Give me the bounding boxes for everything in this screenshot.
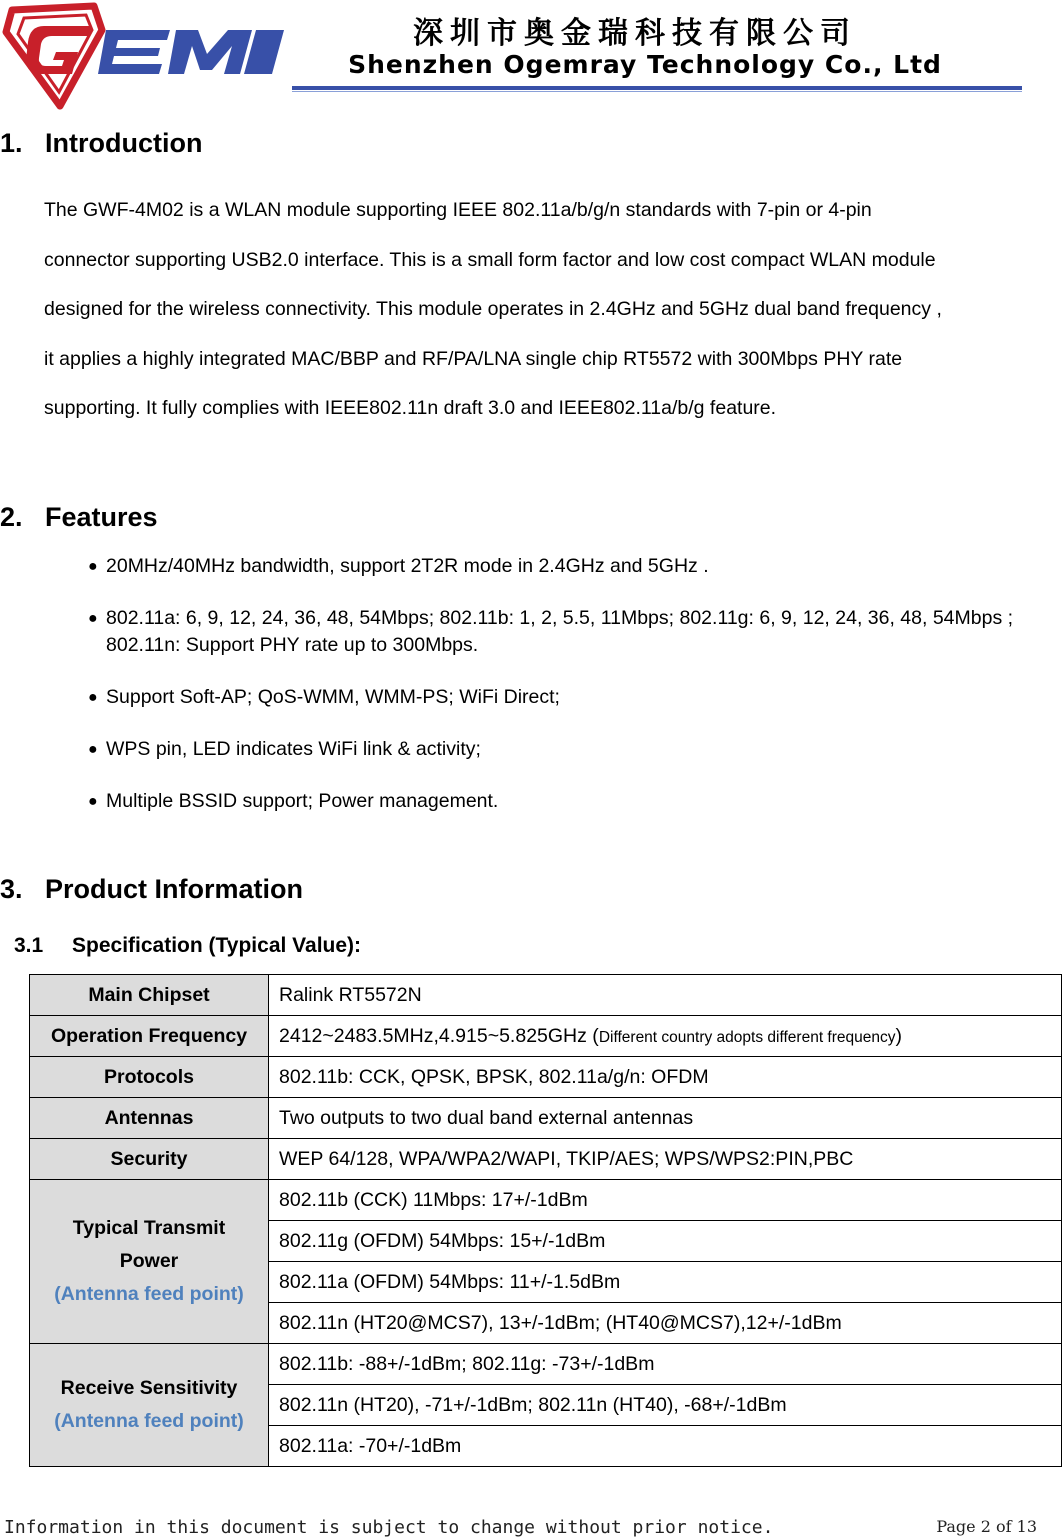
- table-row: [30, 1180, 1062, 1221]
- row-value: [269, 1016, 1062, 1057]
- row-value: WEP 64/128, WPA/WPA2/WAPI, TKIP/AES; WPS/WPS2:PIN,PBC: [269, 1139, 1062, 1180]
- bullet-icon: ●: [88, 793, 98, 810]
- specification-table: [29, 974, 1062, 1467]
- label-line: Typical Transmit: [72, 1217, 226, 1239]
- row-label: Protocols: [30, 1057, 269, 1098]
- list-item: [88, 684, 1048, 711]
- row-value: 802.11a: -70+/-1dBm: [269, 1426, 1062, 1467]
- paragraph-line: designed for the wireless connectivity. This module operates in 2.4GHz and 5GHz dual band frequency ,: [44, 298, 942, 320]
- frequency-close: ): [895, 1024, 902, 1047]
- row-label: Main Chipset: [30, 975, 269, 1016]
- bullet-icon: ●: [88, 610, 98, 627]
- table-row: [30, 1344, 1062, 1385]
- section-title: Product Information: [45, 874, 303, 904]
- row-value: 802.11g (OFDM) 54Mbps: 15+/-1dBm: [269, 1221, 1062, 1262]
- page-footer: [4, 1517, 1059, 1538]
- section-features-heading: [0, 502, 400, 536]
- paragraph-line: The GWF-4M02 is a WLAN module supporting IEEE 802.11a/b/g/n standards with 7-pin or 4-pin: [44, 199, 872, 221]
- page-header: [0, 0, 1063, 110]
- paragraph-line: it applies a highly integrated MAC/BBP and RF/PA/LNA single chip RT5572 with 300Mbps PHY rate: [44, 347, 903, 370]
- list-item-text: 20MHz/40MHz bandwidth, support 2T2R mode in 2.4GHz and 5GHz .: [106, 555, 709, 577]
- list-item: [88, 788, 1048, 815]
- row-label: Antennas: [30, 1098, 269, 1139]
- introduction-paragraph: [44, 186, 1054, 434]
- list-item-text: 802.11a: 6, 9, 12, 24, 36, 48, 54Mbps; 802.11b: 1, 2, 5.5, 11Mbps; 802.11g: 6, 9, 12, 24, 36, 48, 54Mbps ; 802.11n: Support PHY rate up to 300Mbps.: [106, 607, 1014, 656]
- section-title: Introduction: [45, 128, 203, 158]
- label-line: Power: [119, 1250, 179, 1272]
- row-value: Two outputs to two dual band external antennas: [269, 1098, 1062, 1139]
- features-list: [88, 553, 1048, 840]
- paragraph-line: connector supporting USB2.0 interface. This is a small form factor and low cost compact WLAN module: [44, 248, 936, 271]
- list-item: [88, 736, 1048, 763]
- page-total: 13: [1016, 1517, 1037, 1536]
- table-row: [30, 1098, 1062, 1139]
- section-number: 2.: [0, 502, 23, 532]
- list-item-text: WPS pin, LED indicates WiFi link & activity;: [106, 738, 481, 760]
- table-row: [30, 975, 1062, 1016]
- row-value: Ralink RT5572N: [269, 975, 1062, 1016]
- company-name-english: Shenzhen Ogemray Technology Co., Ltd: [348, 50, 942, 79]
- table-row: [30, 1016, 1062, 1057]
- page-number: [936, 1517, 1037, 1536]
- frequency-range: 2412~2483.5MHz,4.915~5.825GHz (: [279, 1024, 599, 1047]
- row-value: 802.11b (CCK) 11Mbps: 17+/-1dBm: [269, 1180, 1062, 1221]
- label-note: (Antenna feed point): [54, 1283, 244, 1305]
- list-item-text: Multiple BSSID support; Power management.: [106, 790, 499, 812]
- row-label: Security: [30, 1139, 269, 1180]
- subsection-title: Specification (Typical Value):: [72, 934, 362, 957]
- label-line: Receive Sensitivity: [60, 1377, 238, 1399]
- page-current: 2: [980, 1517, 991, 1536]
- frequency-note: Different country adopts different frequency: [598, 1028, 896, 1046]
- row-label: [30, 1180, 269, 1344]
- section-introduction-heading: [0, 128, 400, 162]
- section-title: Features: [45, 502, 158, 532]
- row-label: [30, 1344, 269, 1467]
- subsection-heading: [14, 934, 361, 958]
- row-value: 802.11b: -88+/-1dBm; 802.11g: -73+/-1dBm: [269, 1344, 1062, 1385]
- row-value: 802.11n (HT20), -71+/-1dBm; 802.11n (HT40), -68+/-1dBm: [269, 1385, 1062, 1426]
- bullet-icon: ●: [88, 689, 98, 706]
- page-of: of: [995, 1517, 1012, 1536]
- company-name-chinese: 深圳市奥金瑞科技有限公司: [413, 16, 857, 51]
- list-item-text: Support Soft-AP; QoS-WMM, WMM-PS; WiFi Direct;: [106, 686, 560, 708]
- section-product-heading: [0, 874, 500, 908]
- table-row: [30, 1139, 1062, 1180]
- page-label: Page: [936, 1517, 976, 1536]
- list-item: [88, 553, 1048, 580]
- row-value: 802.11a (OFDM) 54Mbps: 11+/-1.5dBm: [269, 1262, 1062, 1303]
- row-label: Operation Frequency: [30, 1016, 269, 1057]
- row-value: 802.11b: CCK, QPSK, BPSK, 802.11a/g/n: OFDM: [269, 1057, 1062, 1098]
- bullet-icon: ●: [88, 741, 98, 758]
- label-note: (Antenna feed point): [54, 1410, 244, 1432]
- header-divider-thin: [292, 91, 1022, 92]
- subsection-number: 3.1: [14, 934, 44, 957]
- row-value: 802.11n (HT20@MCS7), 13+/-1dBm; (HT40@MCS7),12+/-1dBm: [269, 1303, 1062, 1344]
- company-logo: [2, 2, 287, 110]
- list-item: [88, 605, 1048, 659]
- table-row: [30, 1057, 1062, 1098]
- section-number: 1.: [0, 128, 23, 158]
- section-number: 3.: [0, 874, 23, 904]
- paragraph-line: supporting. It fully complies with IEEE802.11n draft 3.0 and IEEE802.11a/b/g feature.: [44, 397, 777, 419]
- footer-notice: Information in this document is subject to change without prior notice.: [4, 1517, 774, 1538]
- bullet-icon: ●: [88, 558, 98, 575]
- header-divider: [292, 86, 1022, 90]
